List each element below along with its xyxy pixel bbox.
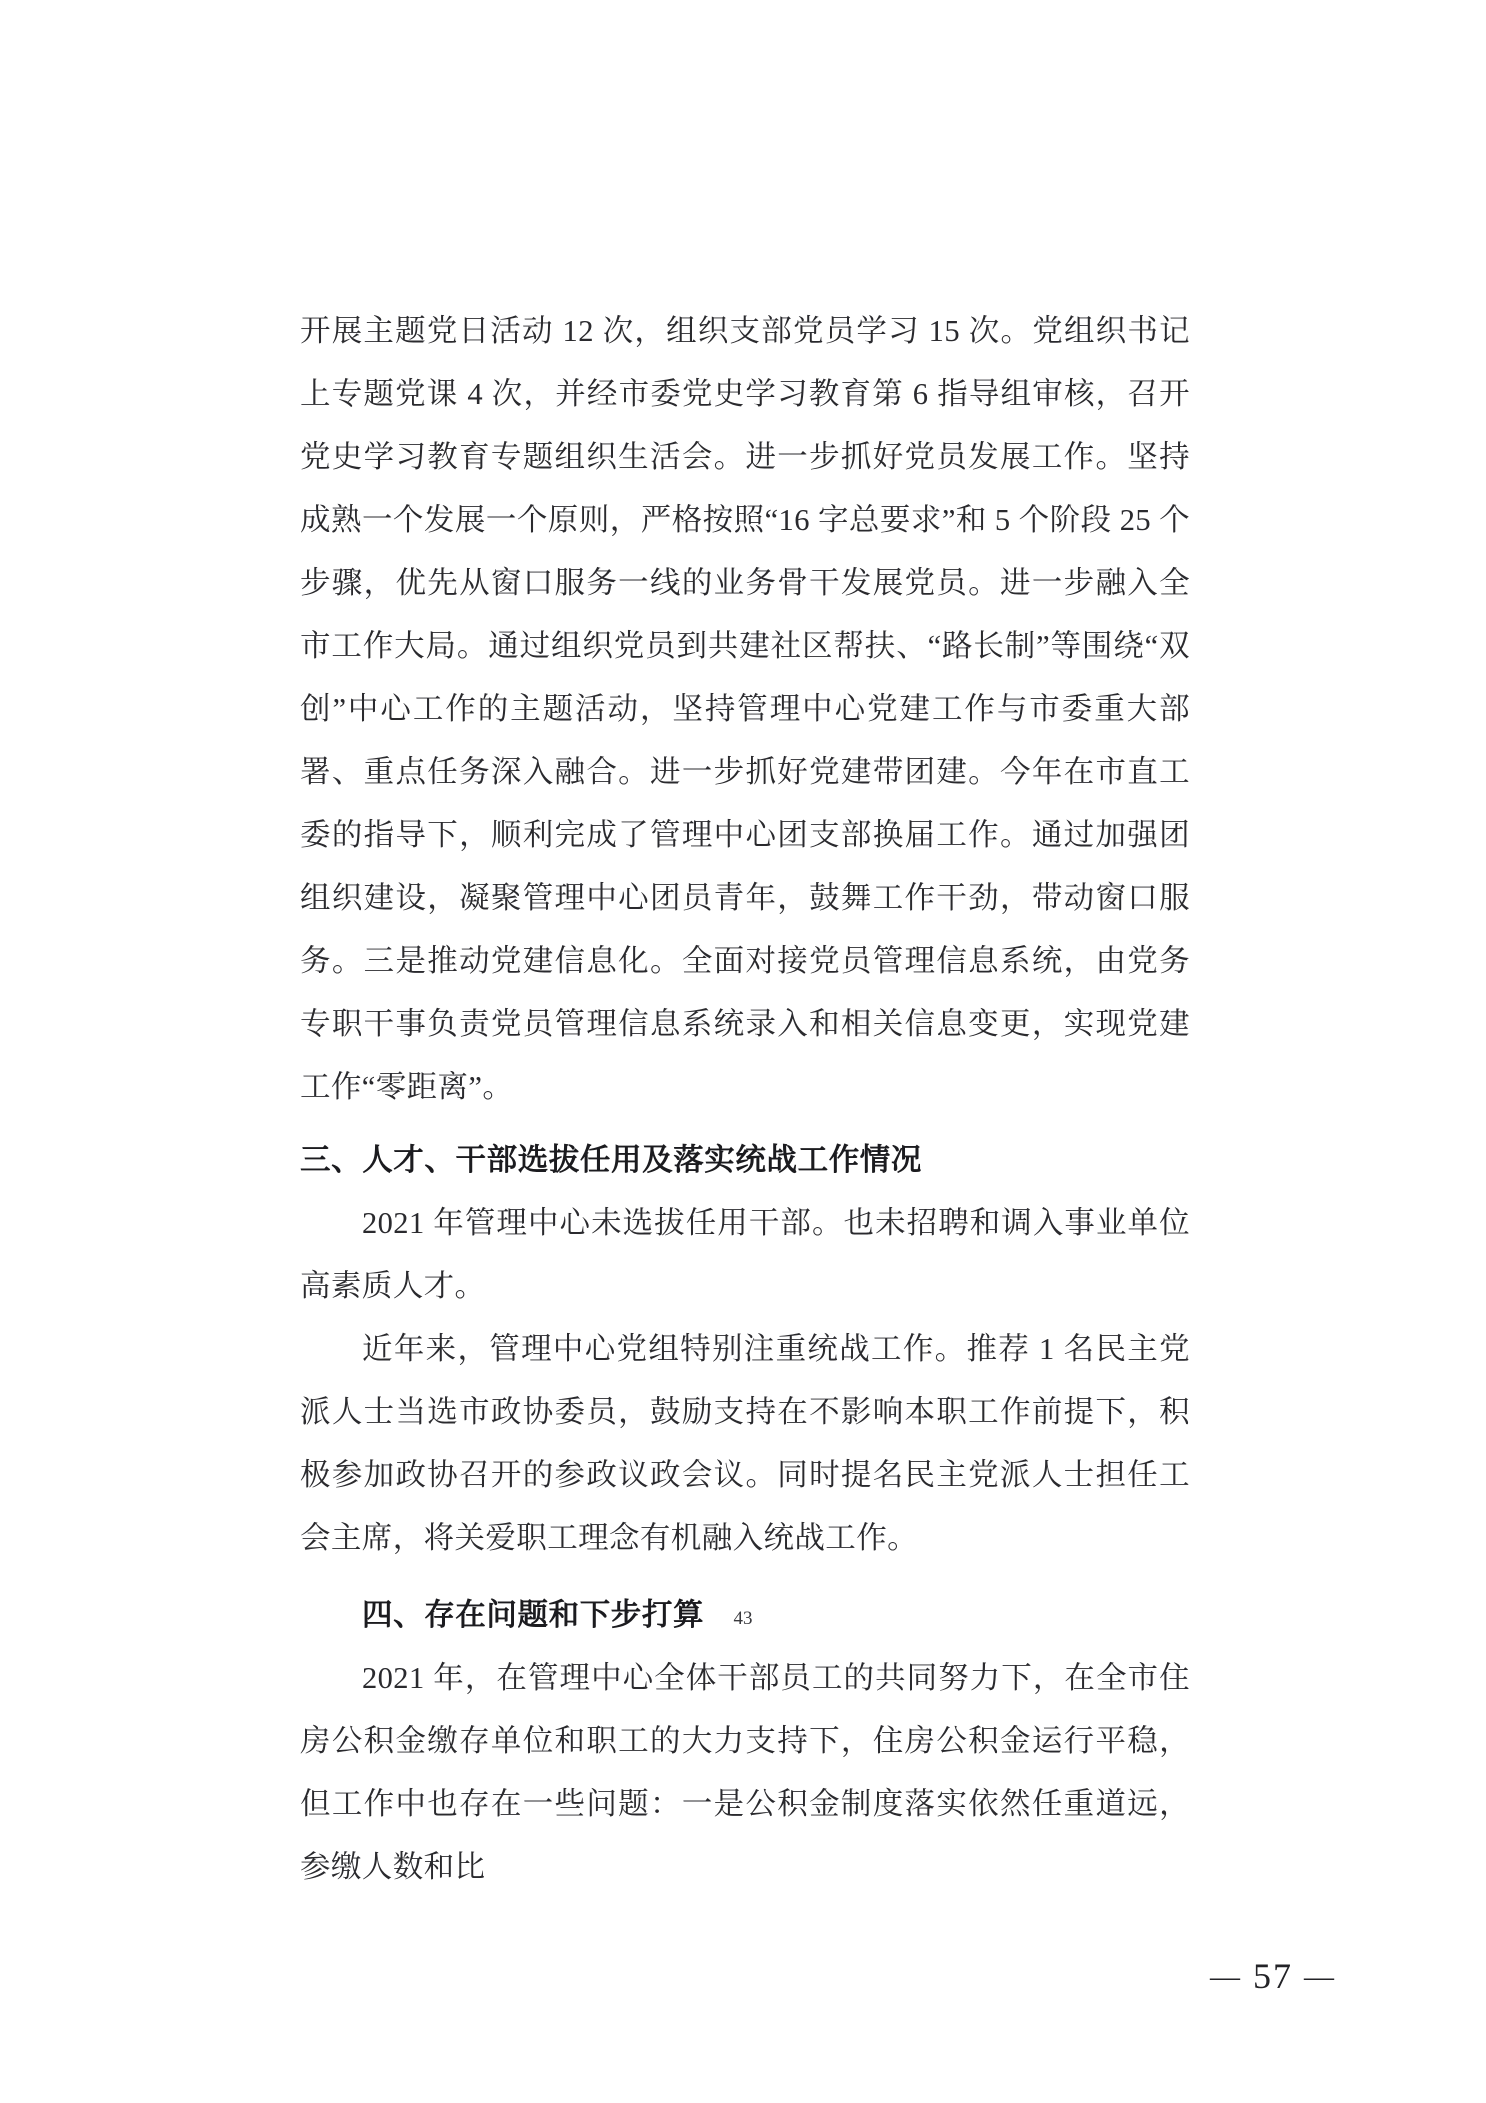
heading-section-three: 三、人才、干部选拔任用及落实统战工作情况 <box>300 1143 922 1177</box>
page-number-dash-left: — <box>1210 1960 1242 1993</box>
paragraph-problems-and-plans: 2021 年，在管理中心全体干部员工的共同努力下，在全市住房公积金缴存单位和职工的大力支持下，住房公积金运行平稳，但工作中也存在一些问题：一是公积金制度落实依然任重道远，参缴人数和比 <box>300 1661 1190 1884</box>
inner-page-marker: 43 <box>733 1608 753 1629</box>
paragraph-no-promotion: 2021 年管理中心未选拔任用干部。也未招聘和调入事业单位高素质人才。 <box>300 1206 1190 1303</box>
document-body <box>300 300 1190 1899</box>
paragraph-united-front: 近年来，管理中心党组特别注重统战工作。推荐 1 名民主党派人士当选市政协委员，鼓励支持在不影响本职工作前提下，积极参加政协召开的参政议政会议。同时提名民主党派人士担任工会主席，将关爱职工理念有机融入统战工作。 <box>300 1332 1190 1555</box>
page-number-dash-right: — <box>1304 1960 1336 1993</box>
paragraph-party-work-continued: 开展主题党日活动 12 次，组织支部党员学习 15 次。党组织书记上专题党课 4 次，并经市委党史学习教育第 6 指导组审核，召开党史学习教育专题组织生活会。进一步抓好党员发展工作。坚持成熟一个发展一个原则，严格按照“16 字总要求”和 5 个阶段 25 个步骤，优先从窗口服务一线的业务骨干发展党员。进一步融入全市工作大局。通过组织党员到共建社区帮扶、“路长制”等围绕“双创”中心工作的主题活动，坚持管理中心党建工作与市委重大部署、重点任务深入融合。进一步抓好党建带团建。今年在市直工委的指导下，顺利完成了管理中心团支部换届工作。通过加强团组织建设，凝聚管理中心团员青年，鼓舞工作干劲，带动窗口服务。三是推动党建信息化。全面对接党员管理信息系统，由党务专职干事负责党员管理信息系统录入和相关信息变更，实现党建工作“零距离”。 <box>300 314 1190 1104</box>
page-number-value: 57 <box>1253 1956 1293 1996</box>
paragraph-spacer <box>300 1570 1190 1574</box>
page-number <box>1210 1955 1336 1997</box>
heading-section-four: 四、存在问题和下步打算 <box>362 1598 705 1632</box>
